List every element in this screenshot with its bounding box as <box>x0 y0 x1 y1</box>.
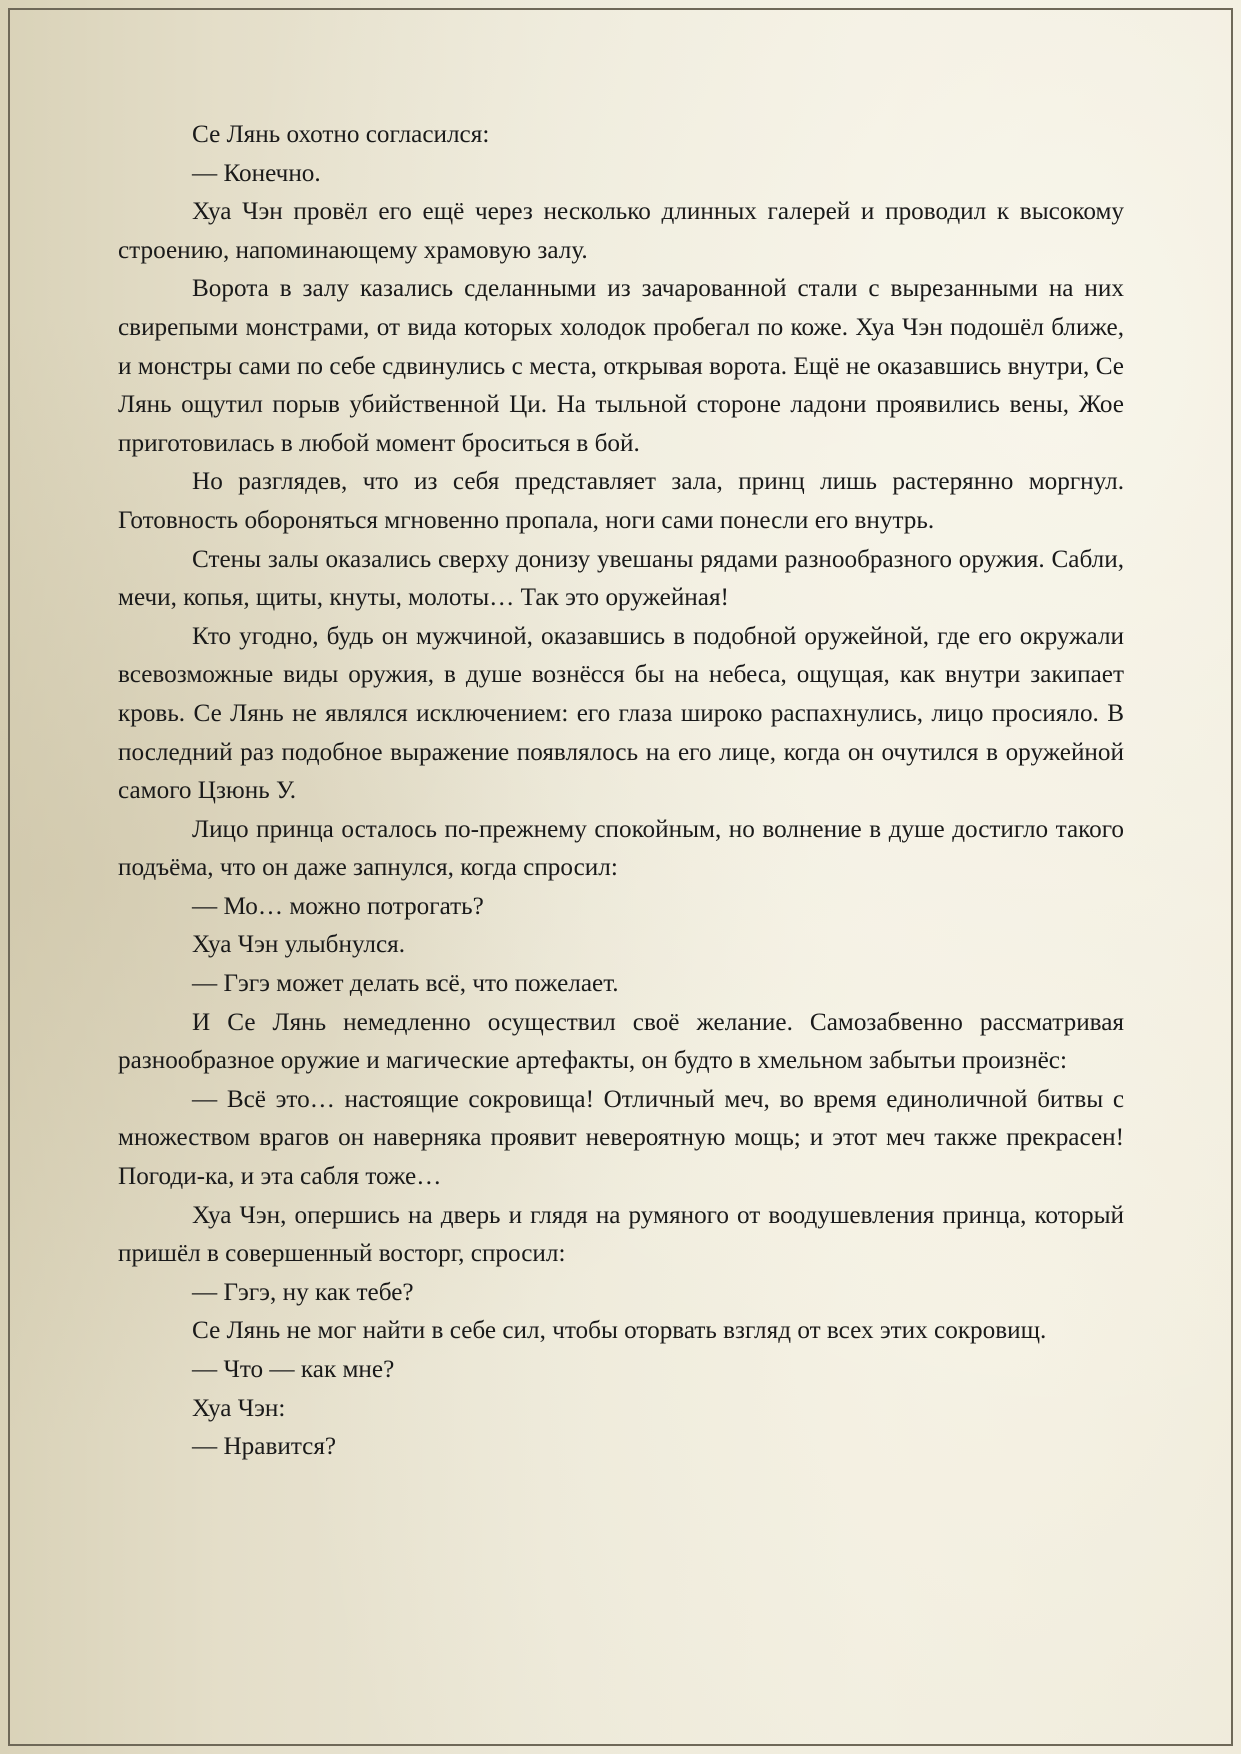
paragraph: — Конечно. <box>192 159 321 187</box>
paragraph: — Нравится? <box>192 1433 337 1461</box>
paragraph: — Гэгэ может делать всё, что пожелает. <box>192 970 619 998</box>
paragraph: Хуа Чэн: <box>192 1394 286 1422</box>
paragraph: — Что — как мне? <box>192 1356 395 1383</box>
paragraph: Се Лянь не мог найти в себе сил, чтобы оторвать взгляд от всех этих сокровищ. <box>192 1317 1047 1345</box>
paragraph: Хуа Чэн улыбнулся. <box>192 931 406 959</box>
paragraph: Стены залы оказались сверху донизу увешаны рядами разнообразного оружия. Сабли, мечи, копья, щиты, кнуты, молоты… Так это оружейная! <box>118 545 1124 612</box>
paragraph: Ворота в залу казались сделанными из зачарованной стали с вырезанными на них свирепыми монстрами, от вида которых холодок пробегал по коже. Хуа Чэн подошёл ближе, и монстры сами по себе сдвинулись с места, открывая ворота. Ещё не оказавшись внутри, Се Лянь ощутил порыв убийственной Ци. На тыльной стороне ладони проявились вены, Жое приготовилась в любой момент броситься в бой. <box>118 275 1124 457</box>
paragraph: Се Лянь охотно согласился: <box>192 121 490 148</box>
paragraph: Кто угодно, будь он мужчиной, оказавшись в подобной оружейной, где его окружали всевозможные виды оружия, в душе вознёсся бы на небеса, ощущая, как внутри закипает кровь. Се Лянь не являлся исключением: его глаза широко распахнулись, лицо просияло. В последний раз подобное выражение появлялось на его лице, когда он очутился в оружейной самого Цзюнь У. <box>118 622 1124 805</box>
paragraph: — Гэгэ, ну как тебе? <box>192 1278 414 1306</box>
paragraph: Лицо принца осталось по-прежнему спокойным, но волнение в душе достигло такого подъёма, что он даже запнулся, когда спросил: <box>118 815 1124 882</box>
paragraph: И Се Лянь немедленно осуществил своё желание. Самозабвенно рассматривая разнообразное оружие и магические артефакты, он будто в хмельном забытьи произнёс: <box>118 1008 1124 1075</box>
paragraph: Хуа Чэн, опершись на дверь и глядя на румяного от воодушевления принца, который пришёл в совершенный восторг, спросил: <box>118 1201 1124 1268</box>
paragraph: Хуа Чэн провёл его ещё через несколько длинных галерей и проводил к высокому строению, напоминающему храмовую залу. <box>118 198 1124 264</box>
body-text <box>118 116 1124 1467</box>
paragraph: Но разглядев, что из себя представляет зала, принц лишь растерянно моргнул. Готовность обороняться мгновенно пропала, ноги сами понесли его внутрь. <box>118 468 1124 534</box>
paragraph: — Мо… можно потрогать? <box>192 892 484 920</box>
paragraph: — Всё это… настоящие сокровища! Отличный меч, во время единоличной битвы с множеством врагов он наверняка проявит невероятную мощь; и этот меч также прекрасен! Погоди-ка, и эта сабля тоже… <box>118 1085 1124 1191</box>
